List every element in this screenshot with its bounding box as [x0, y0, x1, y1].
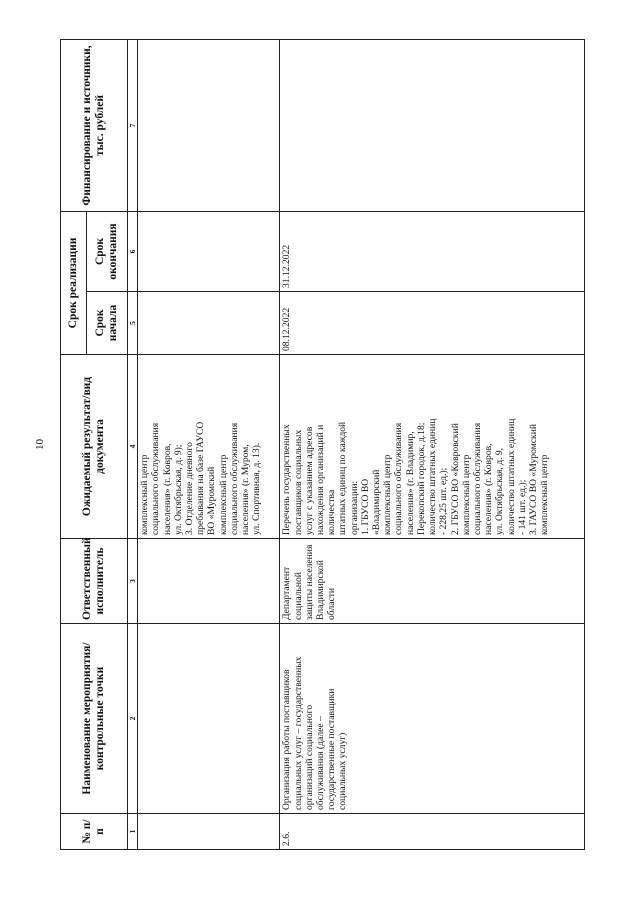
header-start: Срок начала	[87, 292, 128, 355]
column-number: 3	[128, 539, 138, 624]
row-num: 2.6.	[280, 814, 585, 850]
column-number: 7	[128, 39, 138, 211]
row-finance	[280, 39, 585, 211]
header-name: Наименование мероприятия/ контрольные точки	[61, 624, 128, 814]
row-executor: Департамент социальной защиты населения Владимирской области	[280, 539, 585, 624]
column-number: 1	[128, 814, 138, 850]
row-result: Перечень государственных поставщиков социальных услуг с указанием адресов нахождения организаций и количества штатных единиц по каждой организации: 1. ГБУСО ВО «Владимирский комплексный центр социального обслуживания населения» (г. Владимир, Перекопский городок, д.18; количество штатных единиц - 228,25 шт. ед.); 2. ГБУСО ВО «Ковровский комплексный центр социального обслуживания населения» (г. Ковров, ул. Октябрьская, д. 9, количество штатных единиц - 141 шт. ед.); 3. ГАУСО ВО «Муромский комплексный центр	[280, 355, 585, 539]
row-executor	[138, 539, 280, 624]
column-number: 4	[128, 355, 138, 539]
rotated-table-container	[60, 40, 585, 850]
column-numbers-row	[128, 39, 138, 849]
row-end: 31.12.2022	[280, 211, 585, 291]
table-row	[280, 39, 585, 849]
row-start: 08.12.2022	[280, 292, 585, 355]
column-number: 2	[128, 624, 138, 814]
row-name	[138, 624, 280, 814]
header-result: Ожидаемый результат/вид документа	[61, 355, 128, 539]
header-executor: Ответственный исполнитель	[61, 539, 128, 624]
row-name: Организация работы поставщиков социальных услуг – государственных организаций социального обслуживания (далее – государственные поставщики социальных услуг)	[280, 624, 585, 814]
row-end	[138, 211, 280, 291]
row-result: комплексный центр социального обслуживания населения» (г. Ковров, ул. Октябрьская, д. 9); 3. Отделение дневного пребывания на базе ГАУСО ВО «Муромский комплексный центр социального обслуживания населения» (г. Муром, ул. Спортивная, д. 13).	[138, 355, 280, 539]
row-start	[138, 292, 280, 355]
measures-table	[60, 39, 585, 850]
header-num: № п/п	[61, 814, 128, 850]
header-term: Срок реализации	[61, 211, 87, 354]
column-number: 5	[128, 292, 138, 355]
page-number: 10	[34, 439, 46, 450]
header-finance: Финансирование и источники, тыс. рублей	[61, 39, 128, 211]
table-row	[138, 39, 280, 849]
column-number: 6	[128, 211, 138, 291]
header-row-1	[61, 39, 87, 849]
row-num	[138, 814, 280, 850]
row-finance	[138, 39, 280, 211]
header-end: Срок окончания	[87, 211, 128, 291]
